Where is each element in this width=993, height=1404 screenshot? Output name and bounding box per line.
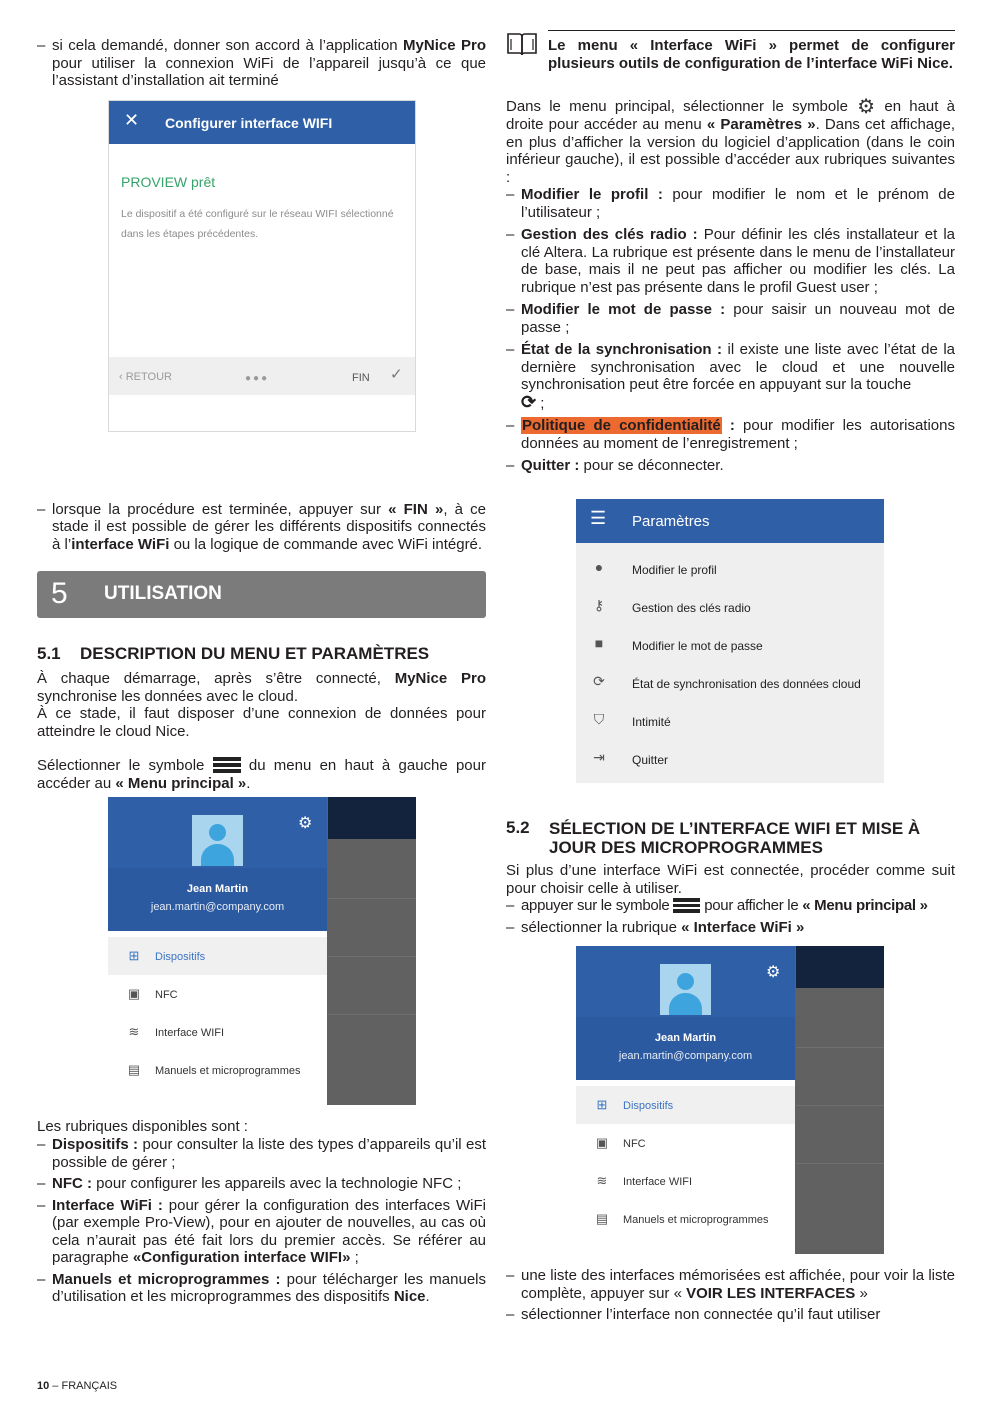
wifi-config-footer (109, 357, 415, 395)
param-confidentialite: – Politique de confidentialité : pour modifier les autorisations données au moment de l’enregistrement ; (506, 417, 955, 452)
menu-item-manuels[interactable]: ▤ Manuels et microprogrammes (576, 1200, 795, 1238)
gear-icon[interactable]: ⚙ (298, 815, 313, 832)
row-intimite[interactable]: ⛉ Intimité (576, 702, 884, 740)
wifi-config-header (109, 101, 415, 144)
menu-item-nfc[interactable]: ▣ NFC (576, 1124, 795, 1162)
step-voir-interfaces: – une liste des interfaces mémorisées est affichée, pour voir la liste complète, appuyer sur « VOIR LES INTERFACES » (506, 1267, 955, 1302)
param-gestion-cles: – Gestion des clés radio : Pour définir les clés installateur et la clé Altera. La rubrique est présente dans le menu de l’installateur de base, mais il ne peut pas afficher ou modifier les clés. La rubrique n’est pas présente dans le profil Guest user ; (506, 226, 955, 296)
rubriques-list (37, 1136, 486, 1306)
main-menu-screenshot-2 (576, 946, 884, 1254)
row-quitter[interactable]: ⇥ Quitter (576, 740, 884, 778)
library-icon: ▤ (595, 1211, 609, 1226)
section-title: UTILISATION (104, 583, 222, 604)
section-number: 5 (51, 577, 68, 610)
heading-5-2: 5.2 SÉLECTION DE L’INTERFACE WIFI ET MISE À JOUR DES MICROPROGRAMMES (506, 818, 921, 857)
chip-icon: ⊞ (128, 948, 140, 963)
parametres-title: Paramètres (632, 513, 710, 530)
page-footer (37, 1378, 117, 1396)
hamburger-menu-icon (673, 898, 700, 913)
page-number: 10 (37, 1380, 50, 1392)
proview-ready-status: PROVIEW prêt (121, 174, 216, 190)
check-icon[interactable]: ✓ (390, 366, 403, 383)
step-select-wifi: – sélectionner la rubrique « Interface WiFi » (506, 919, 955, 937)
bullet-consent: – si cela demandé, donner son accord à l’application MyNice Pro pour utiliser la connexion WiFi de l’appareil jusqu’à ce que l’assistant d’installation ait terminé (37, 37, 486, 90)
step-dots: ●●● (245, 373, 270, 384)
close-icon[interactable]: ✕ (124, 110, 140, 130)
menu-item-manuels[interactable]: ▤ Manuels et microprogrammes (108, 1051, 327, 1089)
drawer-panel (108, 797, 327, 1105)
param-quitter: – Quitter : pour se déconnecter. (506, 457, 955, 475)
gear-icon: ⚙ (857, 96, 876, 118)
menu-item-dispositifs[interactable]: ⊞ Dispositifs (576, 1086, 795, 1124)
page-language: – FRANÇAIS (49, 1380, 118, 1392)
library-icon: ▤ (127, 1062, 141, 1077)
rubrique-interface-wifi: – Interface WiFi : pour gérer la configuration des interfaces WiFi (par exemple Pro-View), pour en ajouter de nouvelles, au cas où cela n’aurait pas été fait lors du premier accès. Se référer au paragraphe «Configuration interface WIFI» ; (37, 1197, 486, 1267)
paragraph-interfaces: Si plus d’une interface WiFi est connectée, procéder comme suit pour choisir celle à utiliser. (506, 862, 955, 897)
chip-icon: ⊞ (596, 1097, 608, 1112)
key-icon: ⚷ (593, 597, 605, 613)
main-menu-screenshot (108, 797, 416, 1105)
paragraph-parametres: Dans le menu principal, sélectionner le symbole ⚙ en haut à droite pour accéder au menu « Paramètres ». Dans cet affichage, en plus d’afficher la version du logiciel d’application (dans le coin inférieur gauche), il est possible d’accéder aux rubriques suivantes : (506, 96, 955, 186)
nfc-icon: ▣ (595, 1135, 609, 1150)
avatar (192, 815, 243, 866)
section-header (37, 571, 486, 618)
avatar (660, 964, 711, 1015)
row-gestion-cles[interactable]: ⚷ Gestion des clés radio (576, 588, 884, 626)
parametres-screenshot (576, 499, 884, 783)
sync-icon: ⟳ (593, 673, 605, 689)
parametres-header (576, 499, 884, 543)
wifi-icon: ≋ (596, 1173, 608, 1188)
menu-item-nfc[interactable]: ▣ NFC (108, 975, 327, 1013)
step-open-menu: – appuyer sur le symbole pour afficher le « Menu principal » (506, 897, 955, 915)
wifi-icon: ≋ (128, 1024, 140, 1039)
wifi-config-title: Configurer interface WIFI (165, 115, 333, 131)
paragraph-menu-symbol: Sélectionner le symbole du menu en haut à gauche pour accéder au « Menu principal ». (37, 757, 486, 792)
proview-ready-description: Le dispositif a été configuré sur le réseau WIFI sélectionné dans les étapes précédentes. (121, 208, 394, 240)
param-synchronisation: – État de la synchronisation : il existe une liste avec l’état de la dernière synchronisation avec le cloud et une nouvelle synchronisation peut être forcée en appuyant sur la touche ⟳ ; (506, 341, 955, 412)
row-modifier-profil[interactable]: ● Modifier le profil (576, 550, 884, 588)
row-mot-de-passe[interactable]: ■ Modifier le mot de passe (576, 626, 884, 664)
menu-item-interface-wifi[interactable]: ≋ Interface WIFI (108, 1013, 327, 1051)
hamburger-menu-icon (213, 757, 241, 773)
menu-item-interface-wifi[interactable]: ≋ Interface WIFI (576, 1162, 795, 1200)
hamburger-menu-icon[interactable]: ☰ (590, 508, 607, 528)
person-icon: ● (594, 559, 604, 575)
note-text: Le menu « Interface WiFi » permet de configurer plusieurs outils de configuration de l’interface WiFi Nice. (548, 37, 955, 72)
rubrique-dispositifs: – Dispositifs : pour consulter la liste des types d’appareils qu’il est possible de gérer ; (37, 1136, 486, 1171)
step-select-interface: – sélectionner l’interface non connectée qu’il faut utiliser (506, 1306, 955, 1324)
param-mot-de-passe: – Modifier le mot de passe : pour saisir un nouveau mot de passe ; (506, 301, 955, 336)
selection-steps (506, 897, 955, 936)
note-box (506, 30, 955, 90)
wifi-config-screenshot (108, 100, 416, 432)
user-name: Jean Martin (654, 1032, 717, 1044)
shield-icon: ⛉ (593, 711, 605, 727)
heading-5-1: 5.1 DESCRIPTION DU MENU ET PARAMÈTRES (37, 644, 430, 663)
user-email: jean.martin@company.com (618, 1050, 753, 1062)
row-synchronisation[interactable]: ⟳ État de synchronisation des données cloud (576, 664, 884, 702)
gear-icon[interactable]: ⚙ (766, 964, 781, 981)
drawer-panel (576, 946, 795, 1254)
logout-icon: ⇥ (593, 749, 605, 765)
rubriques-intro: Les rubriques disponibles sont : (37, 1118, 248, 1135)
param-modifier-profil: – Modifier le profil : pour modifier le nom et le prénom de l’utilisateur ; (506, 186, 955, 221)
final-steps (506, 1267, 955, 1324)
user-name: Jean Martin (186, 883, 249, 895)
sync-icon: ⟳ (521, 391, 537, 412)
user-email: jean.martin@company.com (150, 901, 285, 913)
bullet-fin: – lorsque la procédure est terminée, appuyer sur « FIN », à ce stade il est possible de gérer les différents dispositifs connectés à l’interface WiFi ou la logique de commande avec WiFi intégré. (37, 501, 486, 554)
rubrique-nfc: – NFC : pour configurer les appareils avec la technologie NFC ; (37, 1175, 486, 1193)
menu-item-dispositifs[interactable]: ⊞ Dispositifs (108, 937, 327, 975)
parametres-list (506, 186, 955, 475)
fin-button[interactable]: FIN (352, 372, 370, 384)
nfc-icon: ▣ (127, 986, 141, 1001)
rubrique-manuels: – Manuels et microprogrammes : pour télécharger les manuels d’utilisation et les microprogrammes des dispositifs Nice. (37, 1271, 486, 1306)
paragraph-sync: À chaque démarrage, après s’être connecté, MyNice Pro synchronise les données avec le cloud. À ce stade, il faut disposer d’une connexion de données pour atteindre le cloud Nice. (37, 670, 486, 740)
book-icon (506, 31, 538, 57)
retour-button[interactable]: ‹ RETOUR (119, 371, 172, 383)
lock-icon: ■ (594, 635, 604, 651)
